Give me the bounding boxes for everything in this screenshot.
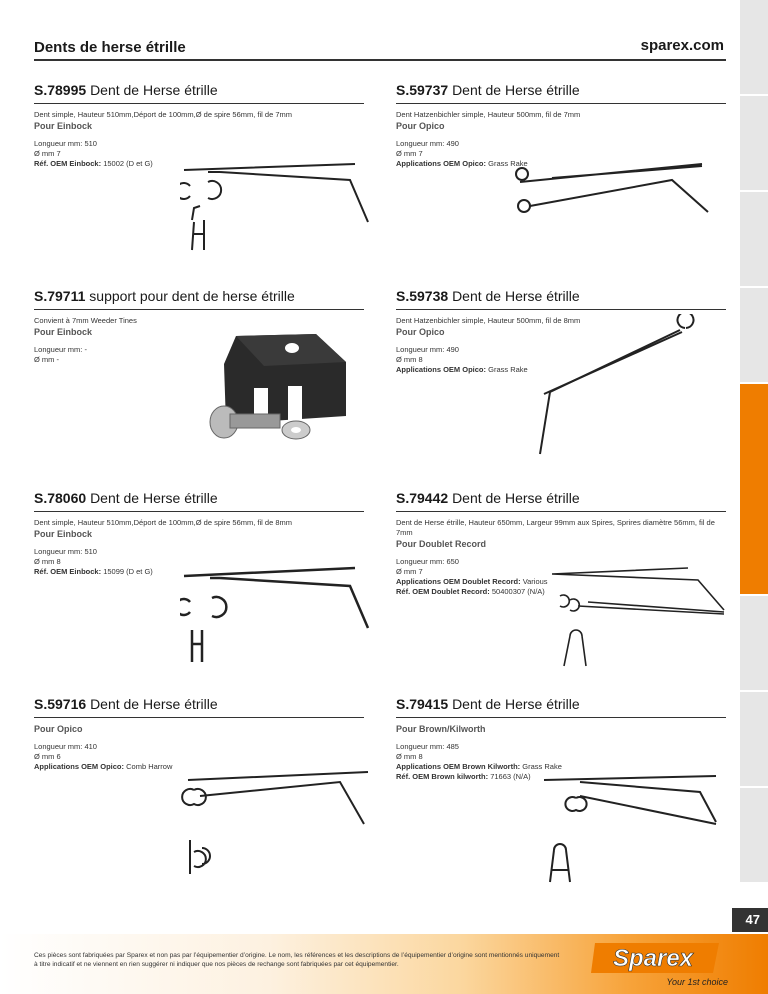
spec-line: Ø mm 8 <box>34 557 61 566</box>
tine-image <box>180 160 370 270</box>
spec-line: Longueur mm: 490 <box>396 139 459 148</box>
site-url[interactable]: sparex.com <box>640 37 724 54</box>
product-name: Dent de Herse étrille <box>90 696 218 712</box>
spec-line: Applications OEM Doublet Record: Various <box>396 577 548 586</box>
sparex-logo[interactable] <box>591 939 731 987</box>
product-title <box>396 82 726 104</box>
spec-line: Ø mm 8 <box>396 752 423 761</box>
product-card <box>34 82 364 169</box>
spec-line: Applications OEM Opico: Comb Harrow <box>34 762 173 771</box>
product-card <box>34 696 364 772</box>
product-subtitle: Pour Einbock <box>34 327 93 337</box>
product-subtitle: Pour Opico <box>34 724 83 734</box>
spec-line: Réf. OEM Einbock: 15099 (D et G) <box>34 567 153 576</box>
tine-image <box>180 766 370 886</box>
product-name: Dent de Herse étrille <box>452 288 580 304</box>
product-title <box>34 696 364 718</box>
spec-line: Réf. OEM Einbock: 15002 (D et G) <box>34 159 153 168</box>
spec-line: Réf. OEM Brown kilworth: 71663 (N/A) <box>396 772 531 781</box>
section-tab[interactable] <box>740 96 768 192</box>
spec-line: Réf. OEM Doublet Record: 50400307 (N/A) <box>396 587 545 596</box>
product-description: Dent Hatzenbichler simple, Hauteur 500mm, fil de 7mm <box>396 110 581 119</box>
product-title <box>396 490 726 512</box>
product-title <box>34 490 364 512</box>
product-name: Dent de Herse étrille <box>90 82 218 98</box>
logo-wordmark: Sparex <box>612 945 694 972</box>
page-number: 47 <box>745 912 760 927</box>
product-title <box>396 696 726 718</box>
product-code: S.59738 <box>396 288 449 304</box>
spec-line: Ø mm 7 <box>396 567 423 576</box>
product-name: Dent de Herse étrille <box>452 490 580 506</box>
spec-line: Ø mm 8 <box>396 355 423 364</box>
tine-image <box>180 562 370 672</box>
product-subtitle: Pour Opico <box>396 327 445 337</box>
spec-line: Longueur mm: 485 <box>396 742 459 751</box>
product-subtitle: Pour Doublet Record <box>396 539 487 549</box>
product-title <box>34 82 364 104</box>
product-code: S.78995 <box>34 82 87 98</box>
product-description: Dent simple, Hauteur 510mm,Déport de 100mm,Ø de spire 56mm, fil de 7mm <box>34 110 293 119</box>
spec-line: Applications OEM Opico: Grass Rake <box>396 365 528 374</box>
section-tab[interactable] <box>740 596 768 692</box>
spec-line: Longueur mm: 410 <box>34 742 97 751</box>
spec-line: Longueur mm: 510 <box>34 547 97 556</box>
product-code: S.79711 <box>34 288 86 304</box>
product-subtitle: Pour Opico <box>396 121 445 131</box>
spec-line: Ø mm 6 <box>34 752 61 761</box>
section-tab-label: DENTS DE HERSE <box>3 460 19 590</box>
section-tab-active[interactable] <box>740 384 768 596</box>
page-title: Dents de herse étrille <box>34 39 186 56</box>
spec-line: Applications OEM Brown Kilworth: Grass Rake <box>396 762 562 771</box>
product-name: support pour dent de herse étrille <box>89 288 295 304</box>
header-divider <box>34 59 726 61</box>
spec-line: Longueur mm: 650 <box>396 557 459 566</box>
spec-line: Longueur mm: 510 <box>34 139 97 148</box>
holder-image <box>196 326 356 456</box>
footer-disclaimer: Ces pièces sont fabriquées par Sparex et non pas par l’équipementier d’origine. Le nom, les références et les descriptions de l’équipementier d’origine sont mentionnés uniquement à titre indicatif et ne viennent en rien suggérer ni indiquer que nos pièces de rechange sont fabriquées par cet équipementier. <box>34 952 560 968</box>
spec-line: Applications OEM Opico: Grass Rake <box>396 159 528 168</box>
section-tab[interactable] <box>740 788 768 884</box>
product-description: Dent Hatzenbichler simple, Hauteur 500mm, fil de 8mm <box>396 316 581 325</box>
product-code: S.59737 <box>396 82 449 98</box>
product-code: S.79415 <box>396 696 449 712</box>
product-name: Dent de Herse étrille <box>452 82 580 98</box>
tine-image <box>540 770 720 890</box>
logo-tagline: Your 1st choice <box>666 977 728 987</box>
product-name: Dent de Herse étrille <box>452 696 580 712</box>
product-name: Dent de Herse étrille <box>90 490 218 506</box>
spec-line: Ø mm 7 <box>34 149 61 158</box>
product-code: S.59716 <box>34 696 87 712</box>
tine-image <box>512 160 712 220</box>
section-tab-strip <box>740 0 768 994</box>
spec-line: Longueur mm: - <box>34 345 87 354</box>
product-description: Dent simple, Hauteur 510mm,Déport de 100mm,Ø de spire 56mm, fil de 8mm <box>34 518 293 527</box>
product-description: Dent de Herse étrille, Hauteur 650mm, Largeur 99mm aux Spires, Sprires diamètre 56mm, fil de 7mm <box>396 518 715 537</box>
tine-image <box>548 566 726 676</box>
product-subtitle: Pour Brown/Kilworth <box>396 724 486 734</box>
section-tab[interactable] <box>740 288 768 384</box>
section-tab[interactable] <box>740 0 768 96</box>
section-tab[interactable] <box>740 192 768 288</box>
product-title <box>34 288 364 310</box>
tine-image <box>536 314 696 464</box>
product-card <box>396 82 726 169</box>
product-code: S.79442 <box>396 490 449 506</box>
spec-line: Ø mm 7 <box>396 149 423 158</box>
product-subtitle: Pour Einbock <box>34 529 93 539</box>
product-title <box>396 288 726 310</box>
section-tab[interactable] <box>740 692 768 788</box>
product-description: Convient à 7mm Weeder Tines <box>34 316 137 325</box>
spec-line: Longueur mm: 490 <box>396 345 459 354</box>
spec-line: Ø mm - <box>34 355 59 364</box>
product-subtitle: Pour Einbock <box>34 121 93 131</box>
product-code: S.78060 <box>34 490 87 506</box>
